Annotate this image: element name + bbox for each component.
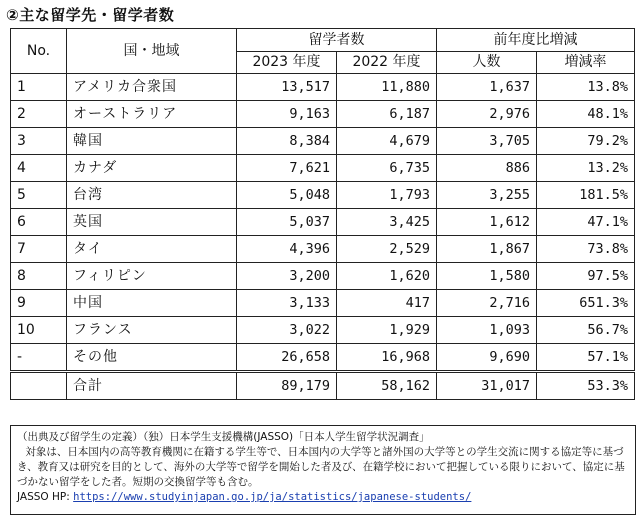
cell-2022: 4,679 bbox=[337, 128, 437, 155]
cell-count: 9,690 bbox=[437, 344, 537, 372]
cell-rate: 48.1% bbox=[537, 101, 635, 128]
cell-country: 台湾 bbox=[67, 182, 237, 209]
note-link-line bbox=[17, 490, 629, 505]
table-row bbox=[11, 155, 635, 182]
cell-count: 1,612 bbox=[437, 209, 537, 236]
table-row bbox=[11, 182, 635, 209]
cell-2023: 3,200 bbox=[237, 263, 337, 290]
cell-rate: 56.7% bbox=[537, 317, 635, 344]
cell-2023: 5,048 bbox=[237, 182, 337, 209]
cell-2023: 7,621 bbox=[237, 155, 337, 182]
cell-2023: 3,022 bbox=[237, 317, 337, 344]
cell-count: 2,976 bbox=[437, 101, 537, 128]
cell-country: カナダ bbox=[67, 155, 237, 182]
cell-2022: 2,529 bbox=[337, 236, 437, 263]
cell-count: 1,867 bbox=[437, 236, 537, 263]
cell-count: 3,255 bbox=[437, 182, 537, 209]
cell-count: 3,705 bbox=[437, 128, 537, 155]
total-no-cell bbox=[11, 372, 67, 400]
cell-count: 886 bbox=[437, 155, 537, 182]
cell-country: 英国 bbox=[67, 209, 237, 236]
cell-2023: 13,517 bbox=[237, 74, 337, 101]
note-definition: 対象は、日本国内の高等教育機関に在籍する学生等で、日本国内の大学等と諸外国の大学等との学生交流に関する協定等に基づき、教育又は研究を目的として、海外の大学等で留学を開始した者及び、在籍学校において把握している限りにおいて、協定に基づかない留学をした者。短期の交換留学等も含む。 bbox=[17, 446, 625, 488]
cell-country: 韓国 bbox=[67, 128, 237, 155]
cell-2022: 3,425 bbox=[337, 209, 437, 236]
cell-count: 1,580 bbox=[437, 263, 537, 290]
cell-2022: 6,735 bbox=[337, 155, 437, 182]
cell-2023: 5,037 bbox=[237, 209, 337, 236]
total-2022: 58,162 bbox=[337, 372, 437, 400]
header-country: 国・地域 bbox=[67, 29, 237, 74]
jasso-label: JASSO HP: bbox=[17, 491, 70, 503]
table-row bbox=[11, 209, 635, 236]
cell-no: 8 bbox=[11, 263, 67, 290]
cell-no: 6 bbox=[11, 209, 67, 236]
header-students-group: 留学者数 bbox=[237, 29, 437, 52]
cell-no: 9 bbox=[11, 290, 67, 317]
table-row bbox=[11, 290, 635, 317]
cell-rate: 57.1% bbox=[537, 344, 635, 372]
header-change-group: 前年度比増減 bbox=[437, 29, 635, 52]
cell-rate: 97.5% bbox=[537, 263, 635, 290]
cell-count: 2,716 bbox=[437, 290, 537, 317]
table-row bbox=[11, 101, 635, 128]
cell-2023: 3,133 bbox=[237, 290, 337, 317]
cell-rate: 47.1% bbox=[537, 209, 635, 236]
table-row bbox=[11, 344, 635, 372]
table-row bbox=[11, 263, 635, 290]
note-source-line: （出典及び留学生の定義）（独）日本学生支援機構(JASSO)「日本人学生留学状況調査」 bbox=[17, 431, 430, 443]
total-2023: 89,179 bbox=[237, 372, 337, 400]
total-count: 31,017 bbox=[437, 372, 537, 400]
cell-no: 1 bbox=[11, 74, 67, 101]
cell-2023: 26,658 bbox=[237, 344, 337, 372]
cell-2022: 16,968 bbox=[337, 344, 437, 372]
total-rate: 53.3% bbox=[537, 372, 635, 400]
header-2023: 2023 年度 bbox=[237, 52, 337, 74]
cell-country: 中国 bbox=[67, 290, 237, 317]
cell-2022: 1,620 bbox=[337, 263, 437, 290]
source-note bbox=[10, 425, 636, 515]
cell-rate: 181.5% bbox=[537, 182, 635, 209]
cell-count: 1,093 bbox=[437, 317, 537, 344]
table-row bbox=[11, 74, 635, 101]
cell-no: 10 bbox=[11, 317, 67, 344]
header-no: No. bbox=[11, 29, 67, 74]
total-label: 合計 bbox=[67, 372, 237, 400]
cell-country: オーストラリア bbox=[67, 101, 237, 128]
table-body bbox=[11, 74, 635, 372]
cell-no: 3 bbox=[11, 128, 67, 155]
cell-rate: 13.8% bbox=[537, 74, 635, 101]
cell-no: - bbox=[11, 344, 67, 372]
cell-country: タイ bbox=[67, 236, 237, 263]
cell-rate: 13.2% bbox=[537, 155, 635, 182]
header-count: 人数 bbox=[437, 52, 537, 74]
jasso-link[interactable]: https://www.studyinjapan.go.jp/ja/statistics/japanese-students/ bbox=[73, 491, 472, 503]
cell-no: 2 bbox=[11, 101, 67, 128]
cell-country: アメリカ合衆国 bbox=[67, 74, 237, 101]
cell-2022: 1,929 bbox=[337, 317, 437, 344]
table-row bbox=[11, 236, 635, 263]
cell-rate: 79.2% bbox=[537, 128, 635, 155]
header-2022: 2022 年度 bbox=[337, 52, 437, 74]
cell-rate: 73.8% bbox=[537, 236, 635, 263]
cell-2022: 1,793 bbox=[337, 182, 437, 209]
cell-2023: 9,163 bbox=[237, 101, 337, 128]
cell-2023: 4,396 bbox=[237, 236, 337, 263]
cell-rate: 651.3% bbox=[537, 290, 635, 317]
total-row bbox=[11, 372, 635, 400]
cell-country: フィリピン bbox=[67, 263, 237, 290]
page-title: ②主な留学先・留学者数 bbox=[6, 6, 175, 24]
cell-2022: 11,880 bbox=[337, 74, 437, 101]
cell-2023: 8,384 bbox=[237, 128, 337, 155]
study-abroad-table bbox=[10, 28, 635, 400]
cell-2022: 417 bbox=[337, 290, 437, 317]
cell-no: 5 bbox=[11, 182, 67, 209]
cell-2022: 6,187 bbox=[337, 101, 437, 128]
cell-no: 4 bbox=[11, 155, 67, 182]
cell-count: 1,637 bbox=[437, 74, 537, 101]
cell-country: フランス bbox=[67, 317, 237, 344]
table-row bbox=[11, 317, 635, 344]
header-rate: 増減率 bbox=[537, 52, 635, 74]
table-row bbox=[11, 128, 635, 155]
cell-no: 7 bbox=[11, 236, 67, 263]
cell-country: その他 bbox=[67, 344, 237, 372]
